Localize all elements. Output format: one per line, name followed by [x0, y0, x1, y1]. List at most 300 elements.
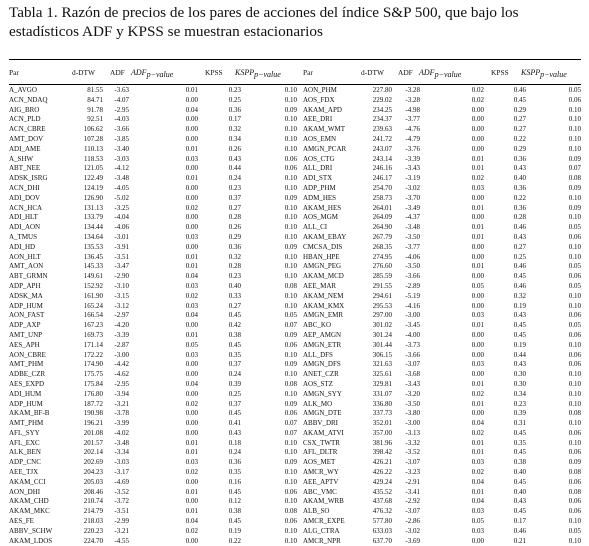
header-ddtw-left: d-DTW [72, 68, 95, 77]
cell-kspp-pvalue-left: 0.06 [284, 487, 297, 496]
cell-adf-right: -3.50 [405, 262, 420, 271]
cell-ddtw-left: 208.46 [83, 487, 103, 496]
cell-adf-pvalue-right: 0.00 [471, 105, 484, 114]
cell-kspp-pvalue-left: 0.06 [284, 340, 297, 349]
cell-par-left: AEE_TJX [9, 468, 39, 477]
cell-ddtw-left: 174.90 [83, 360, 103, 369]
cell-ddtw-right: 239.63 [372, 125, 392, 134]
cell-adf-left: -4.07 [114, 95, 129, 104]
cell-adf-left: -3.01 [114, 232, 129, 241]
cell-ddtw-left: 205.03 [83, 477, 103, 486]
cell-adf-pvalue-right: 0.00 [471, 115, 484, 124]
cell-par-right: AMCR_EXPE [303, 517, 345, 526]
cell-kpss-left: 0.27 [228, 203, 241, 212]
cell-adf-pvalue-left: 0.00 [185, 223, 198, 232]
cell-kpss-right: 0.36 [513, 183, 526, 192]
cell-kpss-left: 0.23 [228, 272, 241, 281]
cell-kspp-pvalue-left: 0.08 [284, 379, 297, 388]
cell-kpss-left: 0.40 [228, 281, 241, 290]
cell-kspp-pvalue-right: 0.10 [568, 438, 581, 447]
cell-adf-left: -4.04 [114, 213, 129, 222]
cell-kpss-left: 0.38 [228, 507, 241, 516]
cell-kspp-pvalue-left: 0.10 [284, 183, 297, 192]
cell-kspp-pvalue-right: 0.08 [568, 174, 581, 183]
header-adf-left: ADF [110, 68, 125, 77]
cell-kspp-pvalue-left: 0.10 [284, 203, 297, 212]
cell-kpss-right: 0.40 [513, 487, 526, 496]
cell-kspp-pvalue-left: 0.10 [284, 448, 297, 457]
cell-par-right: AMGN_PCAR [303, 144, 347, 153]
cell-adf-pvalue-right: 0.00 [471, 409, 484, 418]
cell-par-left: AKAM_CHD [9, 497, 49, 506]
cell-ddtw-left: 202.69 [83, 458, 103, 467]
cell-ddtw-left: 152.92 [83, 281, 103, 290]
cell-adf-left: -3.34 [114, 448, 129, 457]
cell-ddtw-left: 124.19 [83, 183, 103, 192]
cell-adf-pvalue-right: 0.01 [471, 262, 484, 271]
cell-adf-left: -3.21 [114, 399, 129, 408]
cell-kspp-pvalue-right: 0.10 [568, 105, 581, 114]
cell-ddtw-right: 264.90 [372, 223, 392, 232]
table-row [9, 86, 581, 96]
cell-kpss-right: 0.35 [513, 438, 526, 447]
cell-par-left: AMT_UNP [9, 330, 43, 339]
cell-par-left: ABT_NEE [9, 164, 41, 173]
cell-par-right: ABBV_DRI [303, 419, 339, 428]
cell-adf-right: -3.07 [405, 360, 420, 369]
cell-adf-pvalue-right: 0.01 [471, 399, 484, 408]
cell-par-right: AOS_STZ [303, 379, 333, 388]
cell-adf-left: -3.25 [114, 203, 129, 212]
cell-kspp-pvalue-left: 0.06 [284, 154, 297, 163]
cell-adf-left: -3.03 [114, 154, 129, 163]
cell-kspp-pvalue-left: 0.10 [284, 389, 297, 398]
cell-kpss-right: 0.39 [513, 409, 526, 418]
cell-adf-pvalue-right: 0.02 [471, 428, 484, 437]
cell-kpss-left: 0.35 [228, 468, 241, 477]
cell-kpss-right: 0.43 [513, 360, 526, 369]
cell-adf-right: -4.00 [405, 330, 420, 339]
cell-adf-pvalue-left: 0.02 [185, 526, 198, 535]
cell-par-right: AOS_MET [303, 458, 336, 467]
table-caption: Tabla 1. Razón de precios de los pares de acciones del índice S&P 500, que bajo los estadísticos ADF y KPSS se muestran estacionarios [9, 4, 519, 40]
table-row [9, 507, 581, 517]
cell-adf-right: -3.50 [405, 399, 420, 408]
cell-adf-left: -3.51 [114, 252, 129, 261]
table-row [9, 488, 581, 498]
cell-par-left: ADP_HUM [9, 399, 43, 408]
cell-adf-right: -3.68 [405, 370, 420, 379]
cell-ddtw-left: 121.05 [83, 164, 103, 173]
cell-adf-right: -3.70 [405, 193, 420, 202]
cell-adf-left: -2.95 [114, 379, 129, 388]
cell-kspp-pvalue-left: 0.10 [284, 223, 297, 232]
cell-kspp-pvalue-right: 0.10 [568, 301, 581, 310]
cell-adf-left: -4.06 [114, 223, 129, 232]
cell-adf-pvalue-left: 0.01 [185, 448, 198, 457]
cell-ddtw-left: 81.55 [87, 86, 103, 94]
cell-kpss-left: 0.35 [228, 350, 241, 359]
cell-adf-right: -3.41 [405, 487, 420, 496]
cell-adf-left: -3.03 [114, 458, 129, 467]
cell-par-left: AON_FAST [9, 311, 45, 320]
cell-kspp-pvalue-right: 0.10 [568, 340, 581, 349]
cell-adf-right: -2.91 [405, 477, 420, 486]
cell-ddtw-left: 220.23 [83, 526, 103, 535]
cell-kpss-right: 0.43 [513, 164, 526, 173]
table-row [9, 262, 581, 272]
cell-ddtw-right: 285.59 [372, 272, 392, 281]
cell-kspp-pvalue-left: 0.08 [284, 507, 297, 516]
cell-par-right: ADI_STX [303, 174, 333, 183]
cell-par-left: A_SHW [9, 154, 34, 163]
cell-ddtw-right: 426.22 [372, 468, 392, 477]
cell-par-right: AEE_APTV [303, 477, 339, 486]
cell-par-right: HBAN_HPE [303, 252, 340, 261]
table-row [9, 272, 581, 282]
cell-ddtw-left: 118.53 [84, 154, 103, 163]
table-row [9, 96, 581, 106]
cell-ddtw-left: 210.74 [83, 497, 103, 506]
header-adf-right: ADF [398, 68, 413, 77]
cell-kpss-left: 0.45 [228, 311, 241, 320]
cell-par-right: AMGN_EMR [303, 311, 344, 320]
cell-adf-pvalue-right: 0.00 [471, 350, 484, 359]
cell-kspp-pvalue-right: 0.10 [568, 213, 581, 222]
cell-adf-pvalue-left: 0.04 [185, 311, 198, 320]
cell-adf-left: -3.66 [114, 125, 129, 134]
cell-par-left: AMT_DOV [9, 134, 44, 143]
cell-adf-pvalue-left: 0.00 [185, 419, 198, 428]
cell-kspp-pvalue-left: 0.10 [284, 213, 297, 222]
cell-adf-right: -3.48 [405, 223, 420, 232]
cell-adf-pvalue-left: 0.00 [185, 409, 198, 418]
cell-kpss-left: 0.24 [228, 448, 241, 457]
cell-adf-pvalue-left: 0.00 [185, 193, 198, 202]
cell-adf-left: -3.78 [114, 409, 129, 418]
cell-ddtw-left: 136.45 [83, 252, 103, 261]
cell-adf-pvalue-right: 0.00 [471, 370, 484, 379]
cell-adf-right: -3.52 [405, 448, 420, 457]
cell-adf-pvalue-right: 0.00 [471, 252, 484, 261]
cell-kpss-right: 0.44 [513, 350, 526, 359]
cell-adf-left: -3.85 [114, 134, 129, 143]
cell-kpss-left: 0.43 [228, 428, 241, 437]
cell-ddtw-right: 437.68 [372, 497, 392, 506]
cell-par-left: ALK_BEN [9, 448, 41, 457]
cell-ddtw-right: 291.55 [372, 281, 392, 290]
cell-adf-left: -3.91 [114, 242, 129, 251]
cell-ddtw-right: 637.70 [372, 536, 392, 545]
cell-kspp-pvalue-left: 0.10 [284, 232, 297, 241]
cell-adf-left: -3.12 [114, 301, 129, 310]
cell-par-right: AON_PHM [303, 86, 337, 94]
cell-adf-pvalue-left: 0.02 [185, 291, 198, 300]
cell-adf-pvalue-right: 0.04 [471, 419, 484, 428]
table-row [9, 468, 581, 478]
cell-par-right: AMGN_ETR [303, 340, 342, 349]
cell-kpss-right: 0.30 [513, 370, 526, 379]
cell-ddtw-right: 577.80 [372, 517, 392, 526]
cell-ddtw-left: 201.57 [83, 438, 103, 447]
cell-adf-pvalue-left: 0.01 [185, 507, 198, 516]
cell-adf-pvalue-right: 0.02 [471, 86, 484, 94]
table-row [9, 311, 581, 321]
cell-adf-pvalue-left: 0.00 [185, 477, 198, 486]
cell-par-right: ALG_CTRA [303, 526, 340, 535]
cell-kspp-pvalue-left: 0.07 [284, 321, 297, 330]
cell-kpss-right: 0.45 [513, 321, 526, 330]
cell-kspp-pvalue-left: 0.06 [284, 409, 297, 418]
cell-kpss-left: 0.23 [228, 86, 241, 94]
cell-adf-left: -4.69 [114, 477, 129, 486]
cell-adf-right: -4.98 [405, 105, 420, 114]
cell-ddtw-right: 331.07 [372, 389, 392, 398]
cell-adf-left: -3.99 [114, 419, 129, 428]
header-adf-pvalue-right: $ADF_{p-value}$ [419, 68, 462, 80]
cell-adf-left: -3.51 [114, 507, 129, 516]
cell-par-left: AON_CBRE [9, 350, 46, 359]
cell-par-right: AKAM_EBAY [303, 232, 347, 241]
table-row [9, 448, 581, 458]
cell-kspp-pvalue-right: 0.06 [568, 272, 581, 281]
cell-kpss-left: 0.44 [228, 164, 241, 173]
cell-kspp-pvalue-right: 0.10 [568, 379, 581, 388]
table-row [9, 380, 581, 390]
cell-par-left: ABBV_SCHW [9, 526, 53, 535]
cell-kpss-left: 0.37 [228, 399, 241, 408]
table-row [9, 135, 581, 145]
cell-kspp-pvalue-right: 0.10 [568, 419, 581, 428]
cell-ddtw-right: 306.15 [372, 350, 392, 359]
cell-par-left: A_AVGO [9, 86, 37, 94]
cell-par-left: ADI_HLT [9, 213, 38, 222]
cell-adf-pvalue-right: 0.02 [471, 95, 484, 104]
cell-adf-pvalue-right: 0.04 [471, 477, 484, 486]
cell-par-left: ABT_GRMN [9, 272, 48, 281]
cell-kpss-right: 0.34 [513, 389, 526, 398]
cell-kpss-left: 0.16 [228, 477, 241, 486]
cell-kpss-left: 0.39 [228, 379, 241, 388]
cell-par-right: AKAM_WMT [303, 125, 345, 134]
cell-kspp-pvalue-left: 0.09 [284, 458, 297, 467]
cell-adf-right: -4.06 [405, 252, 420, 261]
cell-adf-left: -4.55 [114, 536, 129, 545]
cell-kpss-left: 0.26 [228, 223, 241, 232]
cell-adf-pvalue-left: 0.01 [185, 438, 198, 447]
cell-adf-right: -3.66 [405, 272, 420, 281]
cell-kspp-pvalue-right: 0.09 [568, 183, 581, 192]
table-row [9, 292, 581, 302]
cell-ddtw-left: 190.98 [83, 409, 103, 418]
cell-adf-right: -3.20 [405, 389, 420, 398]
cell-par-left: AFL_EXC [9, 438, 40, 447]
cell-adf-right: -4.76 [405, 125, 420, 134]
cell-adf-right: -4.16 [405, 301, 420, 310]
cell-adf-pvalue-left: 0.00 [185, 164, 198, 173]
cell-par-right: AMCR_WY [303, 468, 339, 477]
cell-kspp-pvalue-left: 0.10 [284, 536, 297, 545]
cell-adf-pvalue-left: 0.04 [185, 379, 198, 388]
table-row [9, 233, 581, 243]
table-row [9, 115, 581, 125]
cell-ddtw-right: 336.80 [372, 399, 392, 408]
cell-adf-left: -2.95 [114, 105, 129, 114]
cell-adf-left: -3.17 [114, 468, 129, 477]
cell-ddtw-left: 165.24 [83, 301, 103, 310]
cell-kspp-pvalue-right: 0.05 [568, 321, 581, 330]
cell-adf-pvalue-right: 0.02 [471, 174, 484, 183]
cell-adf-pvalue-right: 0.01 [471, 448, 484, 457]
cell-adf-left: -4.12 [114, 164, 129, 173]
cell-adf-pvalue-left: 0.01 [185, 330, 198, 339]
cell-ddtw-right: 426.21 [372, 458, 392, 467]
cell-adf-left: -3.40 [114, 144, 129, 153]
cell-adf-pvalue-left: 0.01 [185, 252, 198, 261]
table-row [9, 351, 581, 361]
cell-adf-pvalue-left: 0.00 [185, 428, 198, 437]
cell-par-right: CMCSA_DIS [303, 242, 343, 251]
cell-kspp-pvalue-left: 0.10 [284, 86, 297, 94]
cell-par-left: ADI_HUM [9, 389, 42, 398]
cell-ddtw-right: 264.09 [372, 213, 392, 222]
table-row [9, 155, 581, 165]
cell-adf-pvalue-right: 0.03 [471, 507, 484, 516]
cell-kspp-pvalue-right: 0.06 [568, 360, 581, 369]
cell-adf-pvalue-left: 0.03 [185, 458, 198, 467]
cell-adf-pvalue-left: 0.03 [185, 154, 198, 163]
cell-kpss-left: 0.38 [228, 330, 241, 339]
cell-adf-pvalue-right: 0.00 [471, 242, 484, 251]
cell-kpss-right: 0.45 [513, 330, 526, 339]
cell-par-left: ADI_AME [9, 144, 41, 153]
cell-ddtw-right: 246.17 [372, 174, 392, 183]
cell-par-right: AKAM_WRB [303, 497, 344, 506]
cell-kspp-pvalue-left: 0.10 [284, 125, 297, 134]
cell-kpss-left: 0.25 [228, 95, 241, 104]
cell-kspp-pvalue-right: 0.07 [568, 164, 581, 173]
table-row [9, 527, 581, 537]
cell-kpss-left: 0.19 [228, 526, 241, 535]
cell-kpss-right: 0.38 [513, 458, 526, 467]
cell-adf-left: -3.94 [114, 389, 129, 398]
cell-adf-left: -4.42 [114, 360, 129, 369]
cell-par-right: AMGN_PEG [303, 262, 342, 271]
cell-ddtw-left: 204.23 [83, 468, 103, 477]
cell-par-left: AMT_AON [9, 262, 44, 271]
cell-adf-right: -3.19 [405, 174, 420, 183]
table-row [9, 341, 581, 351]
cell-adf-pvalue-left: 0.00 [185, 497, 198, 506]
cell-par-left: ADBE_CZR [9, 370, 46, 379]
cell-par-left: ADP_HUM [9, 301, 43, 310]
cell-adf-right: -3.28 [405, 86, 420, 94]
cell-adf-right: -3.39 [405, 154, 420, 163]
cell-adf-pvalue-right: 0.03 [471, 311, 484, 320]
cell-adf-pvalue-left: 0.00 [185, 389, 198, 398]
cell-adf-right: -3.07 [405, 458, 420, 467]
cell-kpss-left: 0.24 [228, 370, 241, 379]
cell-adf-left: -2.90 [114, 272, 129, 281]
cell-ddtw-right: 329.81 [372, 379, 392, 388]
cell-kpss-right: 0.46 [513, 262, 526, 271]
cell-ddtw-right: 243.14 [372, 154, 392, 163]
cell-adf-right: -3.80 [405, 409, 420, 418]
cell-ddtw-left: 149.61 [83, 272, 103, 281]
cell-ddtw-right: 429.24 [372, 477, 392, 486]
cell-kspp-pvalue-left: 0.09 [284, 242, 297, 251]
cell-par-left: AES_APH [9, 340, 40, 349]
cell-par-left: ADI_DOV [9, 193, 41, 202]
cell-kspp-pvalue-right: 0.06 [568, 330, 581, 339]
cell-kpss-left: 0.32 [228, 125, 241, 134]
cell-kpss-left: 0.26 [228, 144, 241, 153]
cell-adf-pvalue-left: 0.00 [185, 536, 198, 545]
cell-ddtw-left: 224.70 [83, 536, 103, 545]
cell-kpss-left: 0.45 [228, 517, 241, 526]
cell-ddtw-left: 135.53 [83, 242, 103, 251]
cell-par-right: AOS_MGM [303, 213, 339, 222]
cell-adf-pvalue-left: 0.02 [185, 399, 198, 408]
cell-adf-pvalue-left: 0.02 [185, 203, 198, 212]
cell-kspp-pvalue-left: 0.10 [284, 252, 297, 261]
cell-adf-right: -5.19 [405, 291, 420, 300]
cell-par-right: AKAM_KMX [303, 301, 345, 310]
cell-adf-pvalue-left: 0.00 [185, 134, 198, 143]
table-header [9, 65, 581, 81]
cell-ddtw-right: 254.70 [372, 183, 392, 192]
cell-adf-right: -3.43 [405, 379, 420, 388]
cell-adf-pvalue-right: 0.00 [471, 330, 484, 339]
cell-adf-pvalue-left: 0.00 [185, 360, 198, 369]
top-rule [9, 59, 581, 60]
cell-par-left: ADP_AXP [9, 321, 41, 330]
cell-ddtw-right: 321.63 [372, 360, 392, 369]
cell-par-right: AEE_DRI [303, 115, 333, 124]
cell-kpss-right: 0.23 [513, 399, 526, 408]
cell-adf-left: -3.48 [114, 438, 129, 447]
cell-par-right: ADM_HES [303, 193, 337, 202]
cell-adf-pvalue-left: 0.01 [185, 174, 198, 183]
table-row [9, 253, 581, 263]
cell-adf-pvalue-right: 0.00 [471, 144, 484, 153]
cell-adf-pvalue-right: 0.02 [471, 468, 484, 477]
cell-adf-left: -3.10 [114, 281, 129, 290]
cell-adf-pvalue-right: 0.01 [471, 379, 484, 388]
cell-kpss-right: 0.45 [513, 477, 526, 486]
cell-ddtw-right: 229.02 [372, 95, 392, 104]
table-row [9, 478, 581, 488]
cell-par-left: ACN_CBRE [9, 125, 46, 134]
cell-adf-right: -3.13 [405, 428, 420, 437]
table-row [9, 439, 581, 449]
cell-kpss-left: 0.28 [228, 213, 241, 222]
cell-kpss-left: 0.25 [228, 389, 241, 398]
cell-par-right: AMCR_NPR [303, 536, 341, 545]
cell-kspp-pvalue-left: 0.10 [284, 526, 297, 535]
cell-kspp-pvalue-left: 0.10 [284, 497, 297, 506]
header-rule [9, 84, 581, 85]
cell-par-left: ADP_CNC [9, 458, 41, 467]
cell-adf-pvalue-right: 0.01 [471, 154, 484, 163]
header-par-right: Par [303, 68, 313, 77]
cell-kspp-pvalue-right: 0.09 [568, 154, 581, 163]
cell-kspp-pvalue-left: 0.08 [284, 281, 297, 290]
cell-kpss-right: 0.43 [513, 497, 526, 506]
cell-ddtw-left: 92.51 [87, 115, 103, 124]
table-row [9, 331, 581, 341]
cell-kpss-right: 0.27 [513, 242, 526, 251]
